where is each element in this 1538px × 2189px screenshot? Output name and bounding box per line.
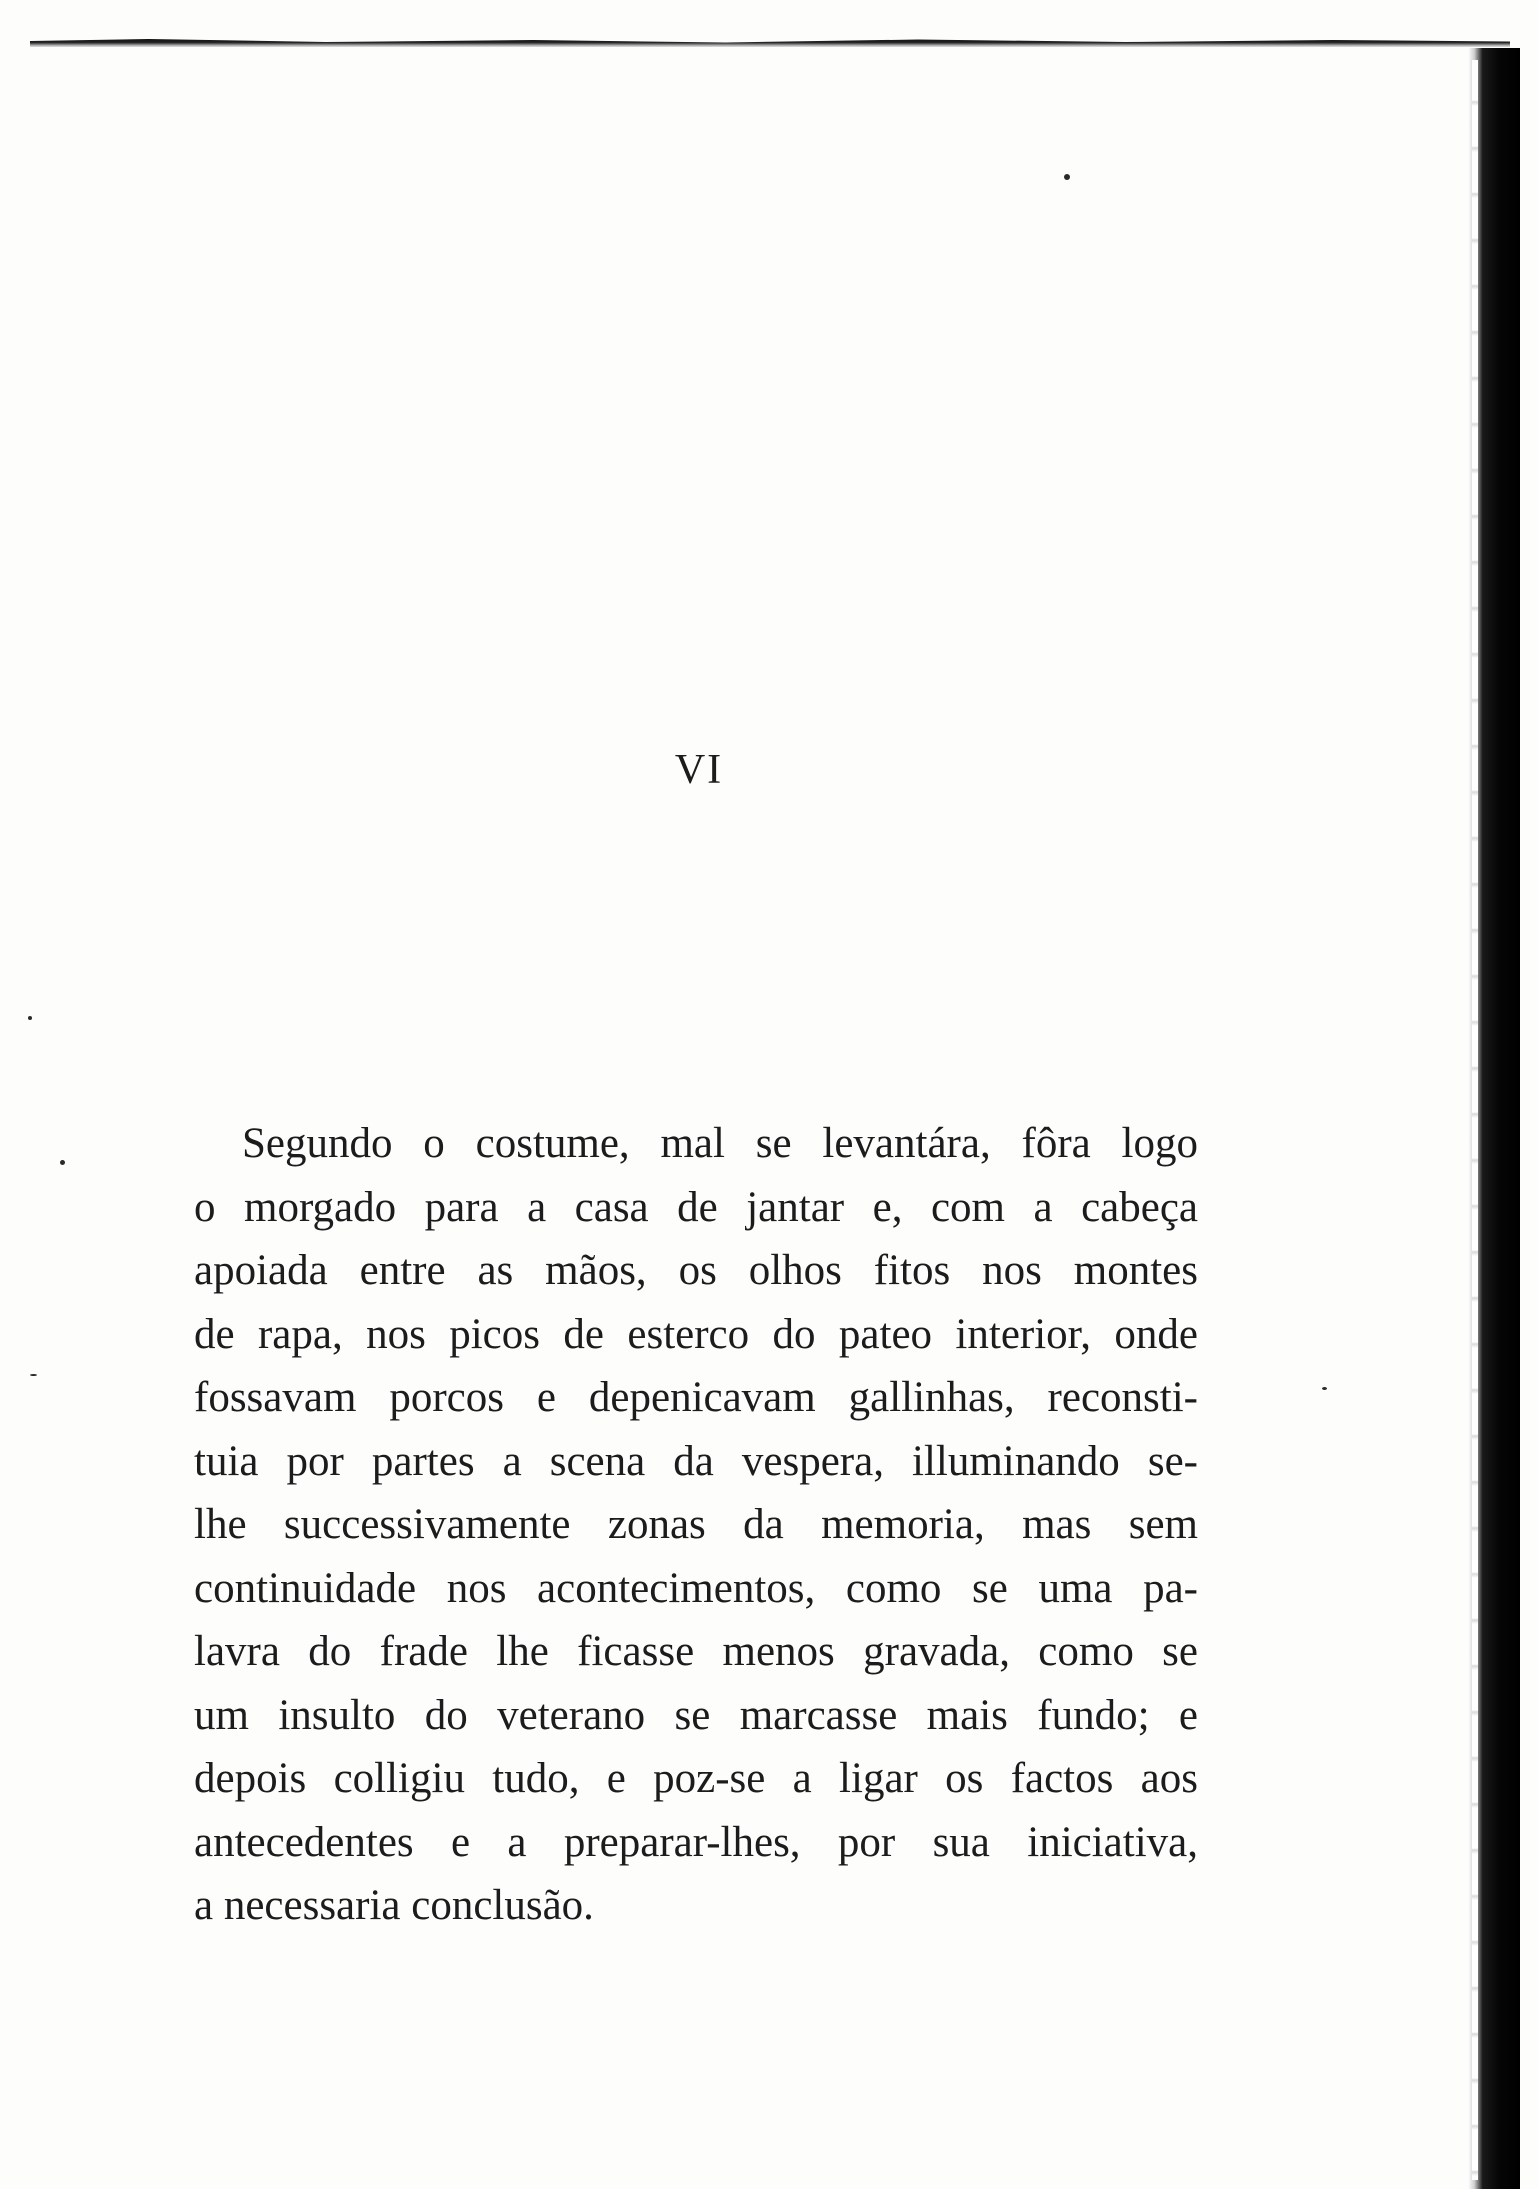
text-line: um insulto do veterano se marcasse mais fundo; e: [194, 1691, 1198, 1739]
page-right-margin: [1472, 60, 1478, 2180]
chapter-paragraph: [194, 1112, 1198, 1938]
text-line: continuidade nos acontecimentos, como se uma pa-: [194, 1564, 1198, 1612]
scan-speck: [1064, 174, 1070, 180]
scan-speck: [30, 1374, 37, 1376]
text-line: o morgado para a casa de jantar e, com a cabeça: [194, 1183, 1198, 1231]
page-top-edge: [30, 38, 1510, 48]
text-line: apoiada entre as mãos, os olhos fitos nos montes: [194, 1247, 1198, 1294]
text-line: Segundo o costume, mal se levantára, fôra logo: [242, 1120, 1198, 1167]
text-line: antecedentes e a preparar-lhes, por sua iniciativa,: [194, 1818, 1198, 1866]
text-line: de rapa, nos picos de esterco do pateo interior, onde: [194, 1310, 1198, 1358]
scan-speck: [28, 1016, 32, 1020]
text-line: lhe successivamente zonas da memoria, mas sem: [194, 1501, 1198, 1548]
chapter-heading: VI: [674, 747, 724, 793]
scan-speck: [60, 1160, 65, 1165]
text-line: tuia por partes a scena da vespera, illuminando se-: [194, 1437, 1198, 1485]
text-line: depois colligiu tudo, e poz-se a ligar os factos aos: [194, 1755, 1198, 1802]
text-line: fossavam porcos e depenicavam gallinhas, reconsti-: [194, 1374, 1198, 1421]
scan-speck: [1322, 1387, 1327, 1390]
text-line: a necessaria conclusão.: [194, 1882, 594, 1929]
text-line: lavra do frade lhe ficasse menos gravada, como se: [194, 1628, 1198, 1675]
